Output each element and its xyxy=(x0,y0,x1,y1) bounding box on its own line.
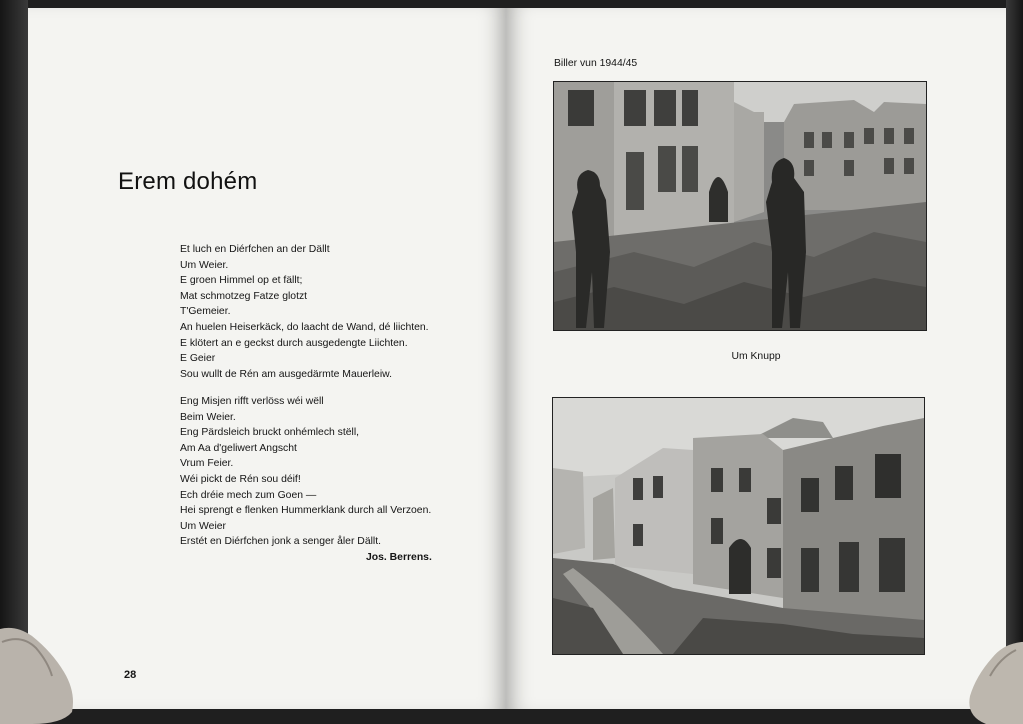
poem-line: Um Weier. xyxy=(180,259,229,271)
poem-line: Eng Misjen rifft verlöss wéi wëll xyxy=(180,396,324,407)
photo-caption: Um Knupp xyxy=(731,351,781,362)
book-edge-right xyxy=(1006,0,1023,715)
poem-line: Et luch en Diérfchen an der Dällt xyxy=(180,244,330,255)
right-thumb xyxy=(946,636,1023,724)
ruined-street-photo xyxy=(553,81,927,331)
poem-line: E klötert an e geckst durch ausgedengte Liichten. xyxy=(180,337,408,349)
poem-line: An huelen Heiserkäck, do laacht de Wand, dé liichten. xyxy=(180,321,429,333)
photo-section-caption: Biller vun 1944/45 xyxy=(554,58,638,69)
poem-title: Erem dohém xyxy=(118,168,258,195)
book-edge-left xyxy=(0,0,28,715)
poem-line: Mat schmotzeg Fatze glotzt xyxy=(180,290,308,302)
poem-line: Hei sprengt e flenken Hummerklank durch all Verzoen. xyxy=(180,505,432,517)
left-thumb xyxy=(0,612,84,724)
poem-line: E groen Himmel op et fällt; xyxy=(180,275,303,287)
poem-line: Beim Weier. xyxy=(180,411,236,423)
poem-stanza-2 xyxy=(180,394,431,550)
poem-author: Jos. Berrens. xyxy=(366,552,432,563)
poem-line: Ech dréie mech zum Goen — xyxy=(180,489,317,501)
poem-line: Sou wullt de Rén am ausgedärmte Mauerleiw. xyxy=(180,368,392,380)
damaged-houses-photo xyxy=(552,397,925,655)
poem-stanza-1 xyxy=(180,242,429,382)
page-number: 28 xyxy=(124,669,137,681)
poem-line: T'Gemeier. xyxy=(180,306,231,318)
poem-line: Wéi pickt de Rén sou déif! xyxy=(180,473,301,485)
poem-line: E Geier xyxy=(180,353,216,365)
poem-line: Erstét en Diérfchen jonk a senger åler Dällt. xyxy=(180,536,381,548)
poem-line: Eng Pärdsleich bruckt onhémlech stëll, xyxy=(180,427,360,439)
poem-line: Am Aa d'geliwert Angscht xyxy=(180,442,297,454)
left-page xyxy=(28,8,506,709)
poem-line: Vrum Feier. xyxy=(180,458,234,470)
poem-line: Um Weier xyxy=(180,520,226,532)
right-page xyxy=(506,8,1006,709)
